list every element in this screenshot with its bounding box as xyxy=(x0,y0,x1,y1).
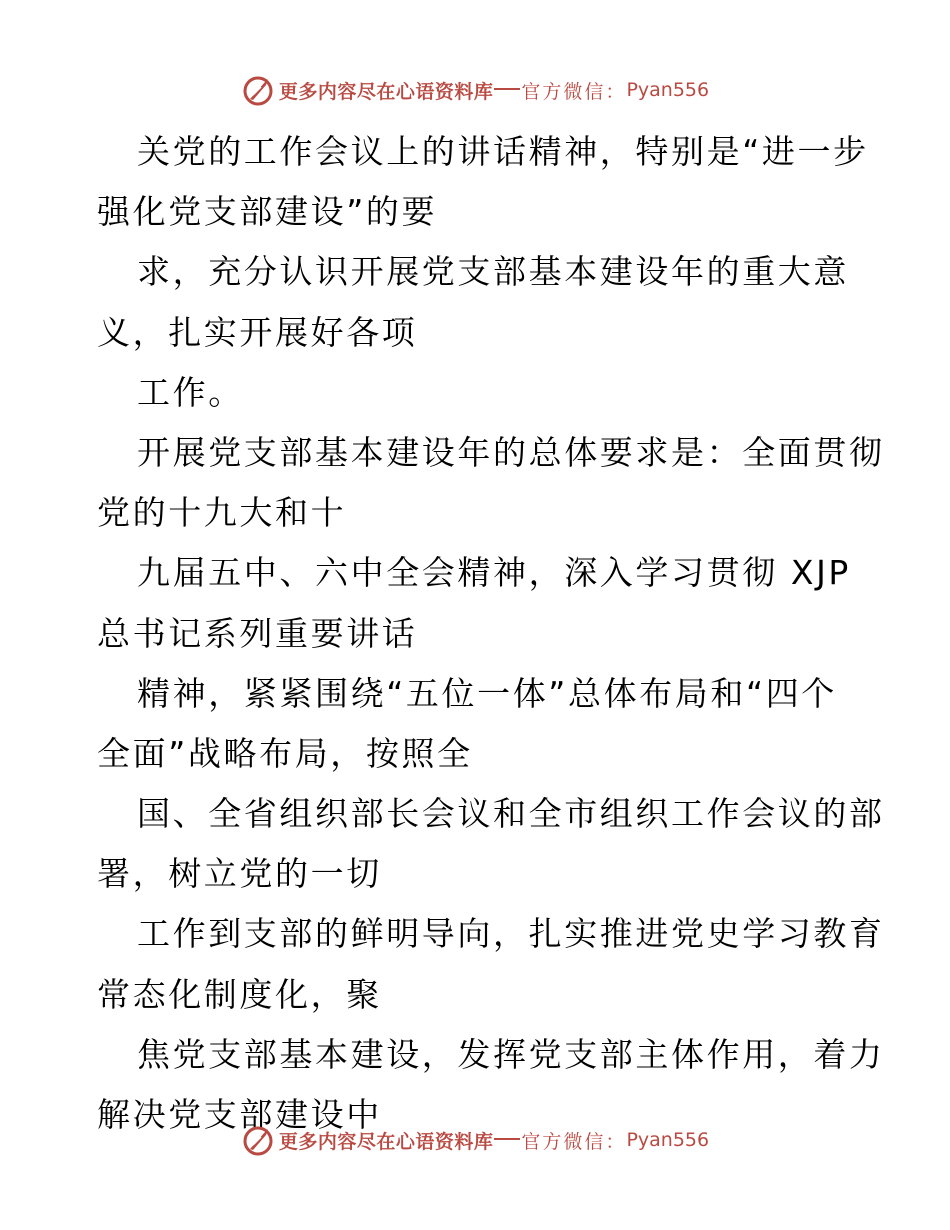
header-banner xyxy=(0,70,950,110)
text-line: 关党的工作会议上的讲话精神，特别是“进一步 xyxy=(137,132,869,171)
document-body xyxy=(97,122,885,1145)
promo-text: 更多内容尽在心语资料库 xyxy=(278,1130,494,1153)
text-line: 工作到支部的鲜明导向，扎实推进党史学习教育 xyxy=(137,914,885,954)
separator-dash xyxy=(494,88,520,90)
text-line: 九届五中、六中全会精神，深入学习贯彻 XJP xyxy=(137,553,851,593)
official-wechat-label: 官方微信： xyxy=(521,1130,627,1153)
text-line: 解决党支部建设中 xyxy=(97,1095,382,1134)
official-wechat-label: 官方微信： xyxy=(521,80,627,103)
wechat-id: Pyan556 xyxy=(626,79,710,101)
text-line: 全面”战略布局，按照全 xyxy=(97,733,473,773)
text-line: 义，扎实开展好各项 xyxy=(97,312,418,352)
text-line: 精神，紧紧围绕“五位一体”总体布局和“四个 xyxy=(137,673,837,713)
quill-pen-logo-icon xyxy=(241,1123,275,1157)
wechat-id: Pyan556 xyxy=(626,1129,710,1151)
text-line: 署，树立党的一切 xyxy=(97,854,382,894)
text-line: 常态化制度化，聚 xyxy=(97,974,382,1014)
text-line: 总书记系列重要讲话 xyxy=(97,613,418,653)
text-line: 焦党支部基本建设，发挥党支部主体作用，着力 xyxy=(137,1034,885,1074)
text-line: 工作。 xyxy=(137,372,244,412)
separator-dash xyxy=(494,1138,520,1140)
footer-banner xyxy=(0,1120,950,1160)
text-line: 开展党支部基本建设年的总体要求是：全面贯彻 xyxy=(137,432,885,472)
promo-text: 更多内容尽在心语资料库 xyxy=(278,80,494,103)
text-line: 求，充分认识开展党支部基本建设年的重大意 xyxy=(137,252,849,292)
text-line: 党的十九大和十 xyxy=(97,493,347,533)
text-line: 强化党支部建设”的要 xyxy=(97,192,438,232)
text-line: 国、全省组织部长会议和全市组织工作会议的部 xyxy=(137,794,885,834)
quill-pen-logo-icon xyxy=(241,73,275,107)
